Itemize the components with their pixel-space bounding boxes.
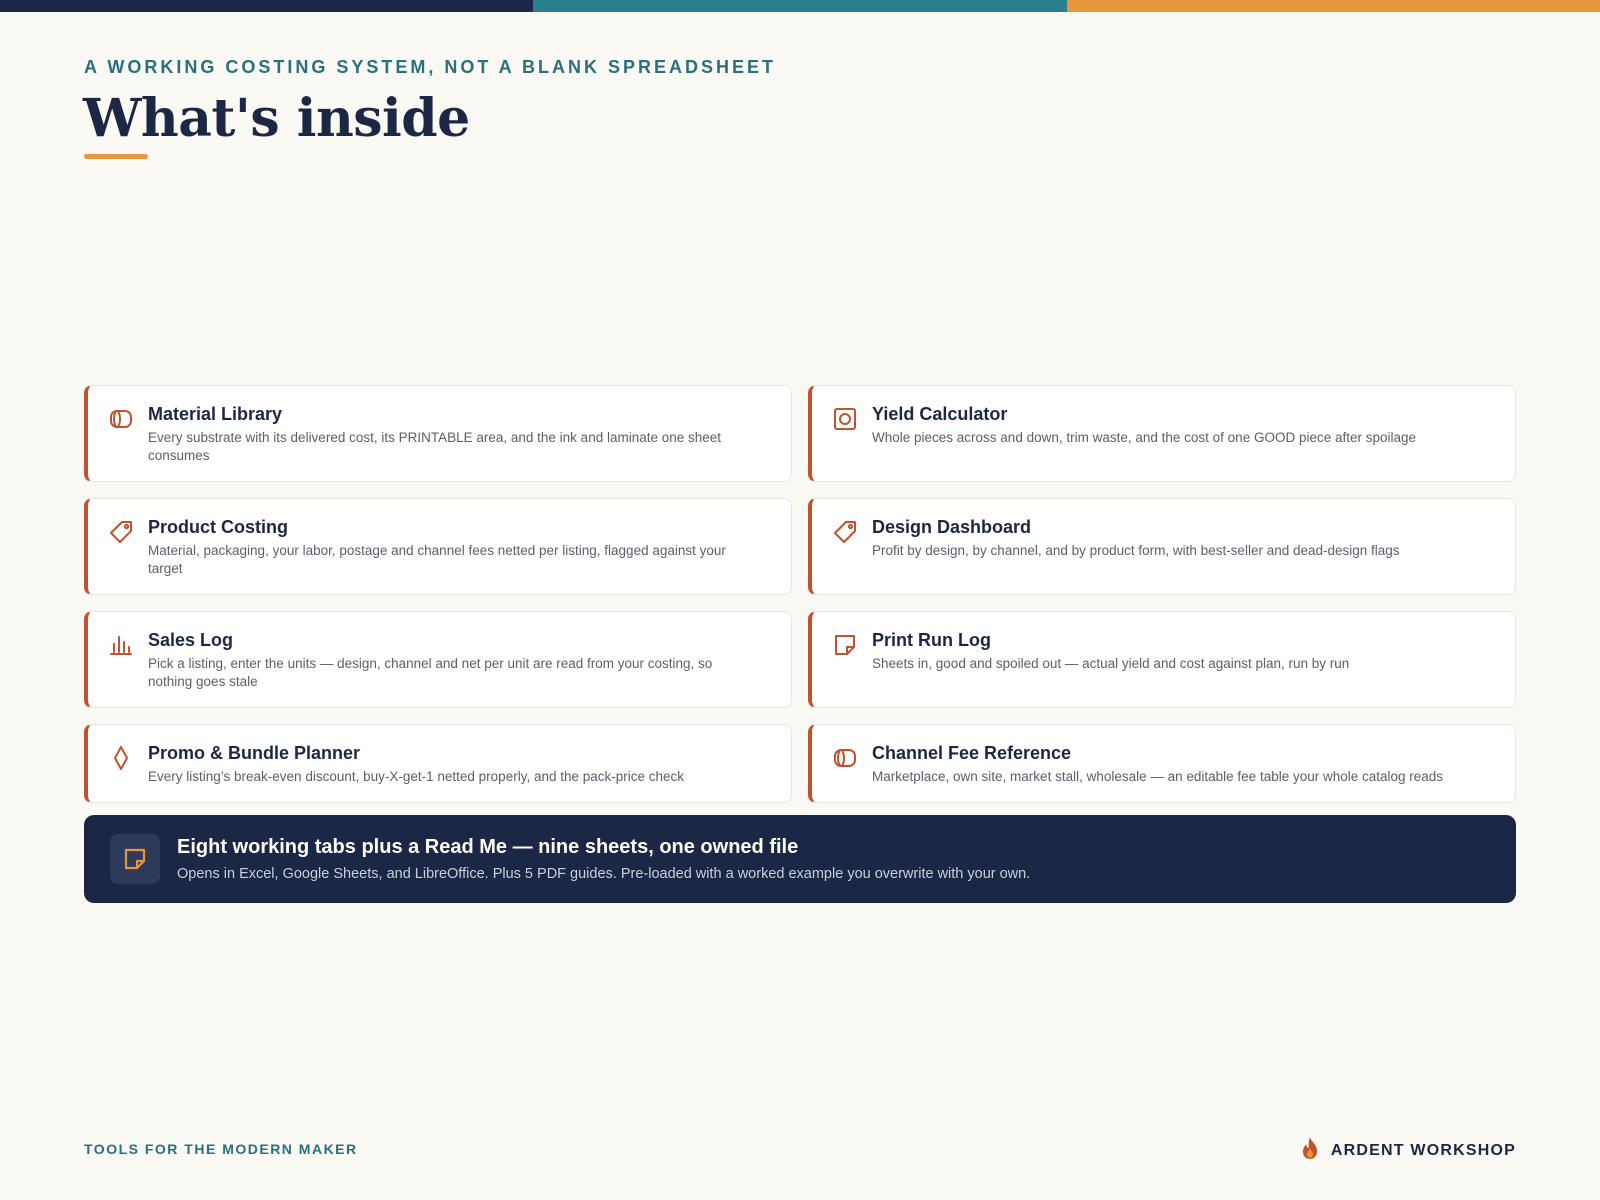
- card-title: Channel Fee Reference: [872, 743, 1072, 763]
- page-title: What's inside: [83, 88, 470, 149]
- price-tag-icon: [108, 519, 134, 545]
- card-description: Every listing’s break-even discount, buy-X-get-1 netted properly, and the pack-price check: [148, 769, 685, 784]
- footer-tagline: TOOLS FOR THE MODERN MAKER: [84, 1141, 358, 1157]
- feature-card-design-dashboard: [808, 498, 1516, 595]
- feature-card-channel-fee-reference: [808, 724, 1516, 803]
- target-square-icon: [832, 406, 858, 432]
- card-title: Promo & Bundle Planner: [148, 743, 361, 763]
- title-underline: [84, 154, 148, 159]
- brand-name: ARDENT WORKSHOP: [1330, 1141, 1516, 1159]
- card-description: Profit by design, by channel, and by product form, with best-seller and dead-design flags: [872, 543, 1400, 558]
- feature-card-sales-log: [84, 611, 792, 708]
- banner-description: Opens in Excel, Google Sheets, and LibreOffice. Plus 5 PDF guides. Pre-loaded with a worked example you overwrite with your own.: [177, 866, 1031, 882]
- feature-card-product-costing: [84, 498, 792, 595]
- card-description: Marketplace, own site, market stall, wholesale — an editable fee table your whole catalog reads: [872, 769, 1444, 784]
- card-description: Sheets in, good and spoiled out — actual yield and cost against plan, run by run: [872, 656, 1350, 671]
- card-title: Design Dashboard: [872, 517, 1032, 537]
- summary-banner: [84, 815, 1516, 903]
- feature-grid: [84, 385, 1516, 803]
- card-title: Print Run Log: [872, 630, 991, 650]
- top-bar-orange-segment: [1067, 0, 1600, 12]
- card-description: Material, packaging, your labor, postage and channel fees netted per listing, flagged against your target: [148, 543, 726, 576]
- sticky-note-icon: [832, 632, 858, 658]
- card-title: Material Library: [148, 404, 283, 424]
- card-title: Product Costing: [148, 517, 288, 537]
- feature-card-material-library: [84, 385, 792, 482]
- price-tag-icon: [832, 519, 858, 545]
- card-title: Yield Calculator: [872, 404, 1008, 424]
- footer-brand: [1299, 1136, 1516, 1165]
- banner-title: Eight working tabs plus a Read Me — nine sheets, one owned file: [177, 836, 799, 858]
- card-description: Every substrate with its delivered cost, its PRINTABLE area, and the ink and laminate one sheet consumes: [148, 430, 722, 463]
- roll-icon: [108, 406, 134, 432]
- eyebrow-label: A WORKING COSTING SYSTEM, NOT A BLANK SPREADSHEET: [84, 57, 777, 77]
- top-color-bar: [0, 0, 1600, 12]
- bar-chart-icon: [108, 632, 134, 658]
- top-bar-navy-segment: [0, 0, 533, 12]
- flame-icon: [1299, 1136, 1321, 1165]
- diamond-icon: [108, 745, 134, 771]
- card-description: Pick a listing, enter the units — design, channel and net per unit are read from your costing, so nothing goes stale: [148, 656, 713, 689]
- feature-card-yield-calculator: [808, 385, 1516, 482]
- top-bar-teal-segment: [533, 0, 1066, 12]
- roll-icon: [832, 745, 858, 771]
- feature-card-print-run-log: [808, 611, 1516, 708]
- card-title: Sales Log: [148, 630, 234, 650]
- sticky-note-icon: [110, 834, 160, 884]
- card-description: Whole pieces across and down, trim waste, and the cost of one GOOD piece after spoilage: [872, 430, 1417, 445]
- feature-card-promo-bundle-planner: [84, 724, 792, 803]
